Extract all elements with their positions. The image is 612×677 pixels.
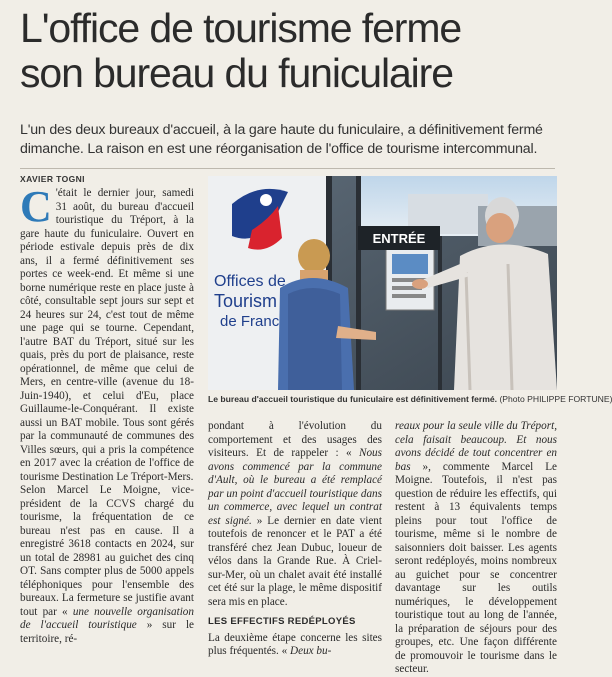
paragraph-text: pondant à l'évolution du comportement et des usages des visiteurs. Et de rappeler : «: [208, 420, 382, 459]
paragraph-text: » sur le territoire, ré-: [20, 619, 195, 645]
drop-cap: C: [20, 182, 52, 231]
article-paragraph: [20, 484, 194, 646]
article-column-1: [20, 182, 195, 647]
quote-text: une nouvelle organisation de l'accueil touristique: [20, 605, 194, 631]
article-paragraph: [208, 632, 382, 659]
headline-line-2: son bureau du funiculaire: [20, 50, 453, 96]
paragraph-text: » Le dernier en date vient toutefois de renoncer et le PAT a été transféré chez Jean Dubuc, loueur de vélos dans la Grande Rue. À Criel-sur-Mer, où un chalet avait été installé cet été sur la plage, le même dispositif sera mis en place.: [208, 514, 383, 608]
article-paragraph: [20, 182, 194, 484]
article-column-2: [208, 420, 383, 657]
section-subhead: LES EFFECTIFS REDÉPLOYÉS: [208, 616, 356, 627]
divider: [20, 168, 555, 169]
paragraph-text: », commente Marcel Le Moigne. Toutefois, il n'est pas question de réduire les effectifs, qui restent à 13 équivalents temps pleins pour tout l'office de tourisme, même si le nombre de saisonniers doit baisser. Les agents seront redéployés, moins nombreux au guichet pour se concentrer davantage sur les outils numériques, le développement touristique tout au long de l'année, la préparation de séjours pour des groupes, etc. Une façon différente de promouvoir le tourisme dans le secteur.: [395, 460, 557, 675]
quote-text: reaux pour la seule ville du Tréport, cela faisait beaucoup. Et nous avons décidé de tout concentrer en bas: [395, 420, 557, 473]
photo-credit: (Photo PHILIPPE FORTUNE): [499, 394, 612, 404]
standfirst: L'un des deux bureaux d'accueil, à la gare haute du funiculaire, a définitivement fermé dimanche. La raison en est une réorganisation de l'office de tourisme intercommunal.: [20, 122, 543, 157]
caption-text: Le bureau d'accueil touristique du funiculaire est définitivement fermé.: [208, 394, 498, 404]
paragraph-text: La deuxième étape concerne les sites plus fréquentés. «: [208, 631, 382, 657]
photo-illustration: [208, 176, 557, 390]
article-paragraph: [208, 420, 382, 609]
article-paragraph: [395, 420, 557, 677]
article-column-3: [395, 420, 557, 675]
paragraph-text: 'était le dernier jour, samedi 31 août, du bureau d'accueil touristique du Tréport, à la gare haute du funiculaire. Ouvert en période estivale depuis près de dix ans, il a fermé définitivement ses portes ce week-end. Et même si une borne numérique reste en place juste à côté, consultable sept jours sur sept et 24 heures sur 24, c'est tout de même une page qui se tourne. Cependant, l'autre BAT du Tréport, situé sur les quais, près du port de plaisance, reste opérationnel, de même que celui de Mers, en centre-ville (avenue du 18-Juin-1940), et celui d'Eu, place Guillaume-le-Conquérant. Il existe aussi un BAT mobile. Tous sont gérés par la communauté de communes des Villes sœurs, qui a pris la compétence en 2017 avec la création de l'office de tourisme Destination Le Tréport-Mers.: [20, 187, 194, 483]
entree-sign: ENTRÉE: [372, 231, 426, 246]
article-photo: [208, 176, 557, 390]
paragraph-text: Selon Marcel Le Moigne, vice-président de la CCVS chargé du tourisme, la fréquentation de ce bureau n'est pas en cause. Il a enregistré 3618 contacts en 2024, sur un total de 28981 au guichet des cinq OT. Sans compter plus de 5000 appels téléphoniques pour l'ensemble des bureaux. La fermeture se justifie avant tout par «: [20, 484, 194, 618]
logo-line-1: Offices de: [214, 273, 286, 290]
logo-line-2: Tourism: [214, 291, 278, 311]
byline: XAVIER TOGNI: [20, 174, 85, 184]
headline: [20, 6, 560, 96]
logo-line-3: de Franc: [220, 313, 280, 330]
quote-text: Deux bu-: [290, 645, 332, 657]
quote-text: Nous avons commencé par la commune d'Ault, où le bureau a été remplacé par un point d'accueil touristique dans un commerce, avec lequel un contrat est signé.: [208, 447, 382, 527]
photo-caption: [208, 394, 612, 405]
headline-line-1: L'office de tourisme ferme: [20, 5, 462, 51]
